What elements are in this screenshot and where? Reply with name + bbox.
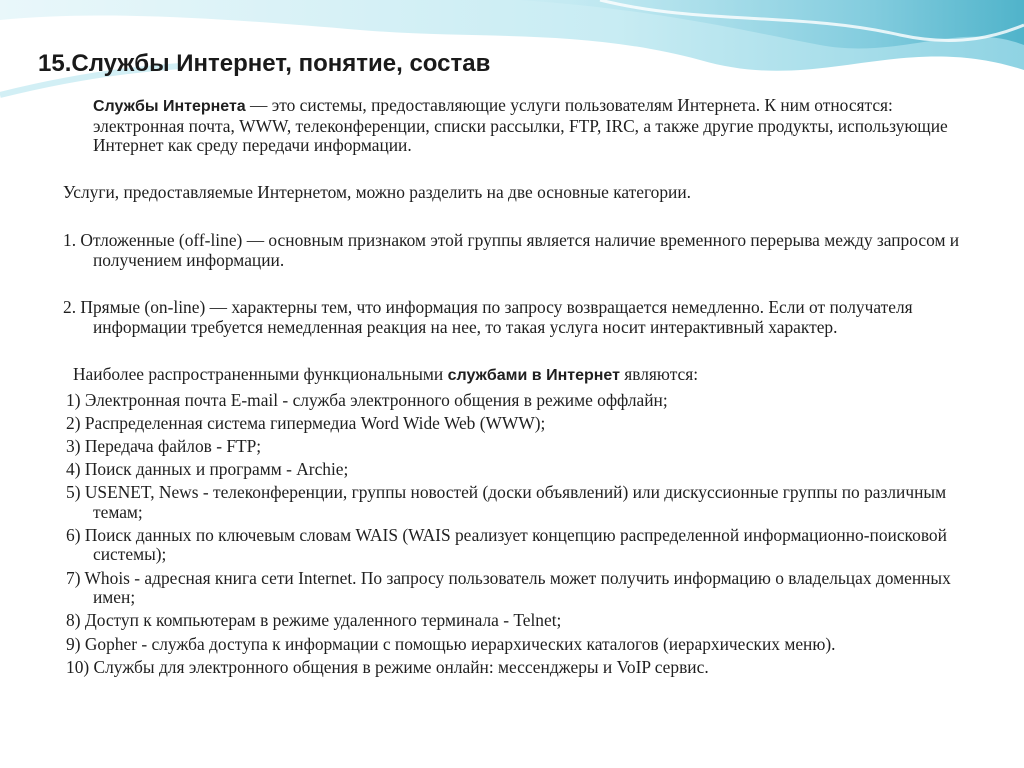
services-list-item: 5) USENET, News - телеконференции, группы новостей (доски объявлений) или дискуссионные группы по различным темам; [66, 482, 947, 522]
slide-content [60, 96, 960, 681]
services-categories-sentence: Услуги, предоставляемые Интернетом, можно разделить на две основные категории. [63, 181, 692, 202]
category-offline: 1. Отложенные (off-line) — основным признаком этой группы является наличие временного перерыва между запросом и получением информации. [63, 230, 960, 270]
services-list [60, 391, 960, 678]
services-intro [60, 365, 960, 386]
services-list-item: 9) Gopher - служба доступа к информации с помощью иерархических каталогов (иерархических меню). [66, 633, 836, 654]
services-intro-before: Наиболее распространенными функциональными [73, 364, 448, 384]
services-list-item: 2) Распределенная система гипермедиа Word Wide Web (WWW); [66, 412, 546, 433]
services-intro-bold: службами в Интернет [447, 367, 620, 384]
services-list-item: 4) Поиск данных и программ - Archie; [66, 459, 349, 480]
category-online: 2. Прямые (on-line) — характерны тем, что информация по запросу возвращается немедленно. Если от получателя информации требуется немедленная реакция на нее, то такая услуга носит интерактивный характер. [63, 297, 913, 337]
slide-title: 15.Службы Интернет, понятие, состав [38, 50, 491, 77]
definition-text: — это системы, предоставляющие услуги пользователям Интернета. К ним относятся: электронная почта, WWW, телеконференции, списки рассылки, FTP, IRC, а также другие продукты, использующие Интернет как среду передачи информации. [93, 95, 948, 155]
services-list-item: 8) Доступ к компьютерам в режиме удаленного терминала - Telnet; [66, 610, 562, 631]
services-list-item: 1) Электронная почта E-mail - служба электронного общения в режиме оффлайн; [66, 389, 668, 410]
services-list-item: 3) Передача файлов - FTP; [66, 435, 262, 456]
services-list-item: 7) Whois - адресная книга сети Internet. По запросу пользователь может получить информацию о владельцах доменных имен; [66, 567, 951, 608]
services-list-item: 10) Службы для электронного общения в режиме онлайн: мессенджеры и VoIP сервис. [66, 656, 709, 677]
services-list-item: 6) Поиск данных по ключевым словам WAIS (WAIS реализует концепцию распределенной информационно-поисковой системы); [66, 524, 947, 565]
services-intro-after: являются: [619, 364, 699, 384]
definition-paragraph [60, 96, 960, 156]
definition-term: Службы Интернета [93, 98, 246, 115]
